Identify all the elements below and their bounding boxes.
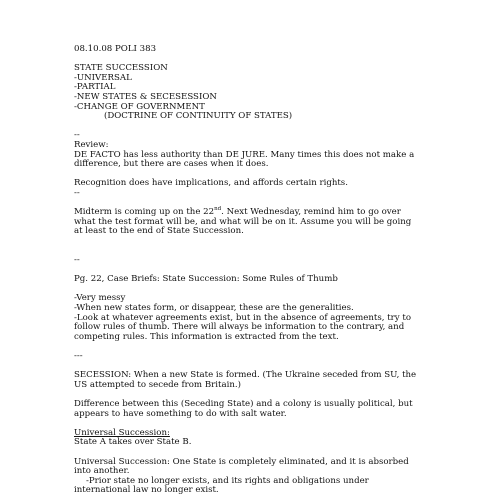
rule-item: -When new states form, or disappear, these are the generalities. (74, 303, 354, 314)
review-label: Review: (74, 139, 109, 150)
secession-definition: SECESSION: When a new State is formed. (The Ukraine seceded from SU, the US attempted to secede from Britain.) (74, 370, 417, 390)
rules-list (74, 294, 419, 342)
outline-subitem: (DOCTRINE OF CONTINUITY OF STATES) (104, 111, 293, 122)
document-page (74, 45, 419, 496)
rule-item: -Look at whatever agreements exist, but in the absence of agreements, try to follow rules of thumb. There will always be information to the contrary, and competing rules. This information is extracted from the text. (74, 312, 412, 342)
universal-succession-subpoint: -Prior state no longer exists, and its rights and obligations under international law no longer exist. (74, 475, 369, 496)
lecture-header: 08.10.08 POLI 383 (74, 44, 157, 54)
recognition-text: Recognition does have implications, and affords certain rights. (74, 178, 348, 189)
outline-title: STATE SUCCESSION (74, 63, 168, 74)
outline-item: -UNIVERSAL (74, 72, 132, 83)
separator: -- (74, 255, 80, 266)
universal-succession-heading: Universal Succession: (74, 427, 170, 438)
rule-item: -Very messy (74, 293, 126, 304)
outline-item: -PARTIAL (74, 82, 116, 93)
universal-succession-line: State A takes over State B. (74, 437, 192, 448)
difference-note: Difference between this (Seceding State) and a colony is usually political, but appears to have something to do with salt water. (74, 398, 413, 419)
state-succession-outline (74, 64, 419, 122)
universal-succession-definition: Universal Succession: One State is completely eliminated, and it is absorbed into another. (74, 456, 409, 477)
case-briefs-reference: Pg. 22, Case Briefs: State Succession: Some Rules of Thumb (74, 274, 338, 285)
separator: --- (74, 351, 83, 361)
review-text: DE FACTO has less authority than DE JURE. Many times this does not make a difference, but there are cases when it does. (74, 149, 415, 170)
outline-item: -NEW STATES & SECESESSION (74, 91, 217, 102)
outline-item: -CHANGE OF GOVERNMENT (74, 101, 205, 112)
midterm-note: Midterm is coming up on the 22nd. Next Wednesday, remind him to go over what the test format will be, and what will be on it. Assume you will be going at least to the end of State Succession. (74, 206, 412, 237)
separator: -- (74, 187, 80, 198)
separator: -- (74, 130, 80, 141)
